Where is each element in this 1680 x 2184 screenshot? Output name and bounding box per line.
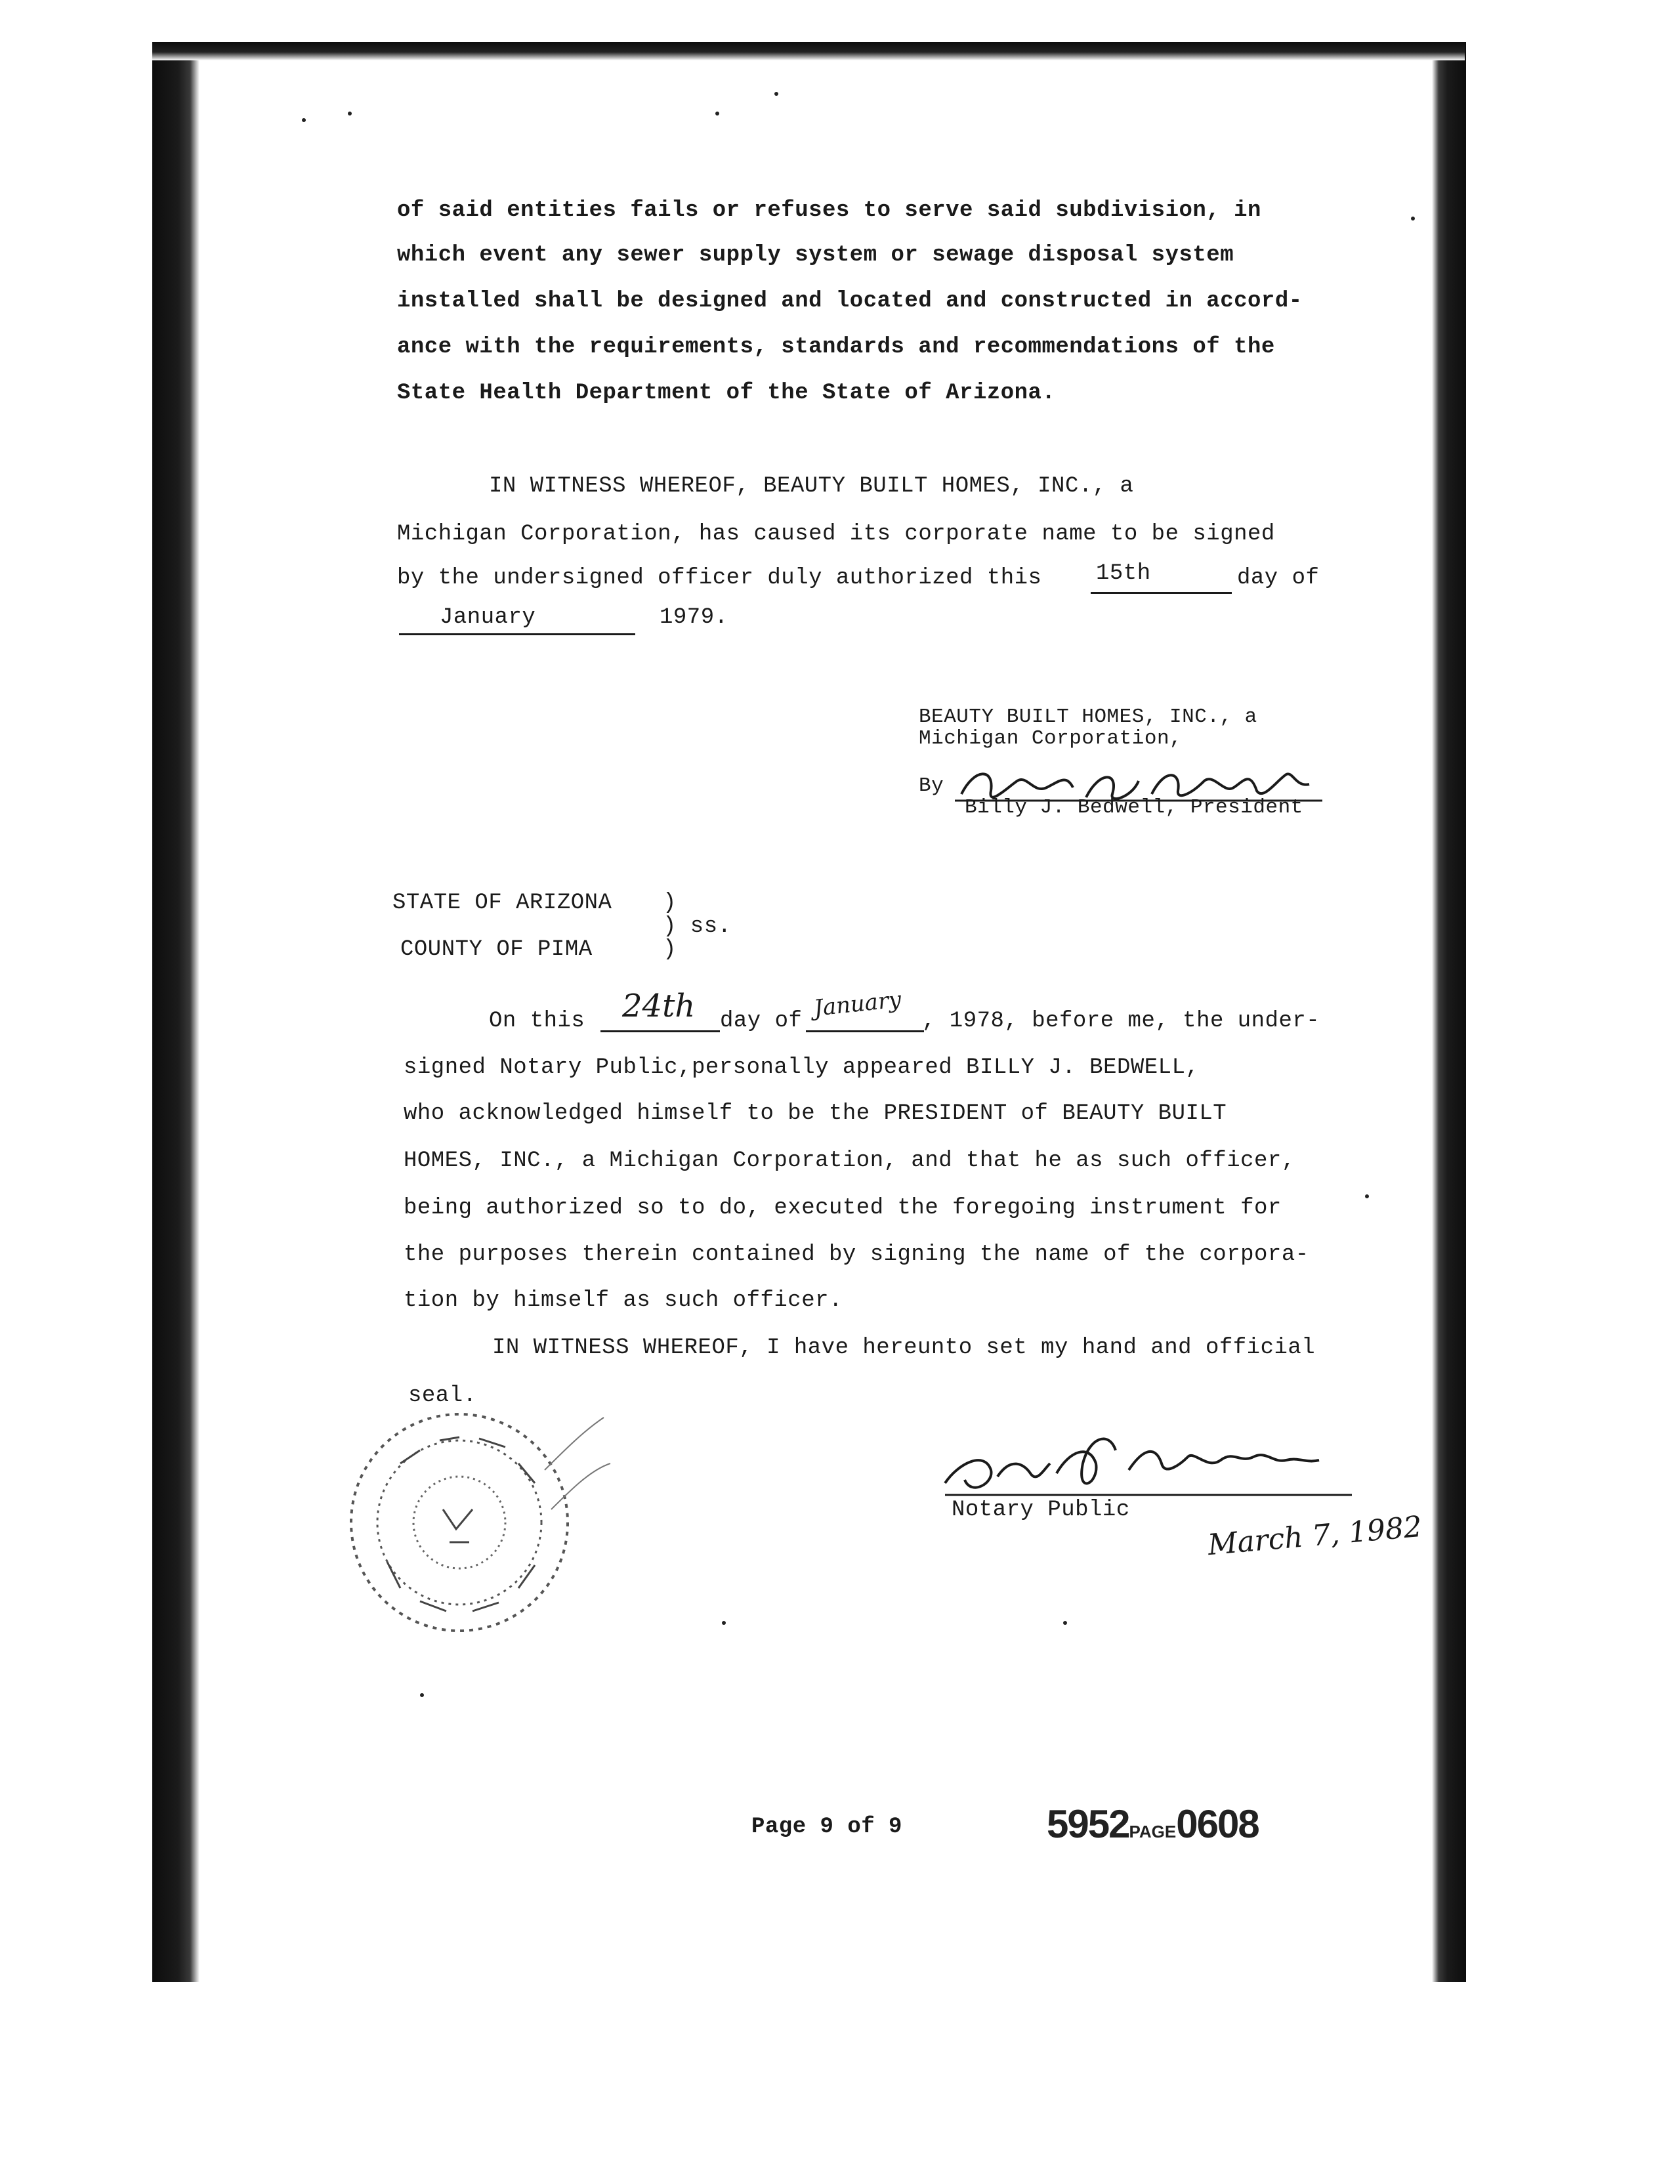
- venue-ss: ) ss.: [663, 914, 732, 939]
- ack-line: the purposes therein contained by signing the name of the corpora-: [404, 1242, 1309, 1267]
- witness-line: by the undersigned officer duly authorized this: [397, 566, 1042, 591]
- scan-border-right: [1432, 42, 1466, 1982]
- day-blank-line: [1091, 592, 1232, 594]
- recording-page-number: 0608: [1176, 1802, 1259, 1846]
- ack-day-blank: [600, 1030, 720, 1032]
- ack-month-blank: [806, 1030, 924, 1032]
- venue-county: COUNTY OF PIMA: [400, 937, 593, 962]
- ack-line: signed Notary Public,personally appeared BILLY J. BEDWELL,: [404, 1055, 1200, 1080]
- paragraph-line: of said entities fails or refuses to serve said subdivision, in: [397, 198, 1261, 223]
- book-number: 5952: [1047, 1802, 1129, 1846]
- scan-speck: [1365, 1194, 1369, 1198]
- company-state: Michigan Corporation,: [919, 727, 1183, 750]
- witness-line: Michigan Corporation, has caused its corporate name to be signed: [397, 522, 1275, 547]
- scan-speck: [715, 112, 719, 116]
- by-label: By: [919, 774, 944, 797]
- ack-witness-line: IN WITNESS WHEREOF, I have hereunto set my hand and official: [492, 1335, 1316, 1360]
- page-label: PAGE: [1129, 1822, 1177, 1841]
- venue-state: STATE OF ARIZONA: [392, 891, 612, 915]
- ack-day-handwritten: 24th: [622, 988, 696, 1024]
- scan-border-left: [152, 42, 200, 1982]
- ack-line: HOMES, INC., a Michigan Corporation, and that he as such officer,: [404, 1148, 1295, 1173]
- venue-paren: ): [663, 891, 677, 915]
- paragraph-line: ance with the requirements, standards and recommendations of the: [397, 335, 1275, 360]
- notary-title: Notary Public: [952, 1498, 1130, 1522]
- month-blank-line: [399, 633, 635, 635]
- scan-speck: [1063, 1621, 1067, 1625]
- paragraph-line: State Health Department of the State of Arizona.: [397, 381, 1056, 406]
- scan-speck: [774, 92, 778, 96]
- ack-line: being authorized so to do, executed the foregoing instrument for: [404, 1196, 1282, 1221]
- scan-speck: [348, 112, 352, 116]
- company-name: BEAUTY BUILT HOMES, INC., a: [919, 705, 1257, 728]
- scan-border-top: [152, 42, 1465, 60]
- paragraph-line: which event any sewer supply system or sewage disposal system: [397, 243, 1234, 268]
- ack-line: , 1978, before me, the under-: [922, 1009, 1320, 1034]
- witness-line: IN WITNESS WHEREOF, BEAUTY BUILT HOMES, INC., a: [489, 474, 1134, 499]
- ack-on-this: On this: [489, 1009, 585, 1034]
- page-number: Page 9 of 9: [751, 1815, 902, 1839]
- venue-paren: ): [663, 937, 677, 962]
- ack-line: tion by himself as such officer.: [404, 1288, 843, 1313]
- witness-year: 1979.: [660, 605, 728, 630]
- ack-month-handwritten: January: [812, 986, 903, 1022]
- signer-name: Billy J. Bedwell, President: [965, 796, 1303, 819]
- ack-line: who acknowledged himself to be the PRESIDENT of BEAUTY BUILT: [404, 1101, 1227, 1126]
- scan-speck: [722, 1621, 726, 1625]
- recording-stamp: [1047, 1801, 1259, 1847]
- notary-seal-stamp: [308, 1391, 623, 1667]
- commission-expires-handwritten: March 7, 1982: [1206, 1509, 1423, 1563]
- paragraph-line: installed shall be designed and located and constructed in accord-: [397, 289, 1303, 314]
- scan-speck: [1411, 217, 1415, 220]
- ack-day-of: day of: [720, 1009, 803, 1034]
- scan-speck: [302, 118, 306, 122]
- scan-speck: [420, 1693, 424, 1697]
- witness-month: January: [440, 605, 536, 630]
- witness-line: day of: [1237, 566, 1320, 591]
- ack-seal-label: seal.: [408, 1383, 477, 1408]
- witness-day: 15th: [1096, 561, 1151, 586]
